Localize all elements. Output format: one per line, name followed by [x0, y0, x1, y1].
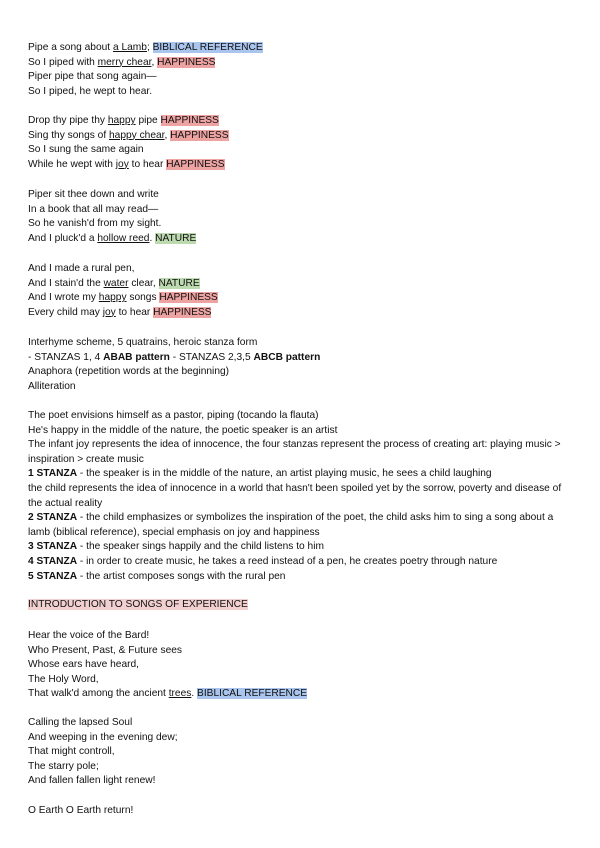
- line-text: And I wrote my: [28, 292, 99, 304]
- pattern-label: ABAB pattern: [103, 351, 170, 363]
- poem-line: And weeping in the evening dew;: [28, 731, 178, 743]
- biblical-reference-tag: BIBLICAL REFERENCE: [197, 688, 308, 700]
- nature-tag: NATURE: [155, 232, 197, 244]
- note-line: Anaphora (repetition words at the beginning): [28, 366, 230, 378]
- happiness-tag: HAPPINESS: [157, 56, 216, 68]
- stanza-note-5: [28, 570, 576, 585]
- experience-stanza-1: [28, 629, 576, 702]
- line-text: clear,: [128, 277, 159, 289]
- underlined-word: joy: [115, 158, 129, 170]
- innocence-stanza-2: [28, 114, 576, 172]
- experience-stanza-2: [28, 716, 576, 789]
- stanza-note-text: - the artist composes songs with the rural pen: [77, 570, 286, 582]
- note-line: [28, 351, 576, 366]
- line-text: ;: [146, 42, 153, 53]
- happiness-tag: HAPPINESS: [166, 158, 225, 170]
- poem-line: O Earth O Earth return!: [28, 805, 134, 816]
- stanza-label: 3 STANZA: [28, 541, 78, 553]
- poem-line: Hear the voice of the Bard!: [28, 630, 150, 641]
- innocence-stanza-1: [28, 41, 576, 99]
- poem-line: [28, 277, 576, 292]
- innocence-stanza-3: [28, 188, 576, 246]
- pattern-label: ABCB pattern: [253, 351, 321, 363]
- analysis-line: The poet envisions himself as a pastor, piping (tocando la flauta): [28, 410, 319, 421]
- poem-line: In a book that all may read—: [28, 203, 159, 215]
- happiness-tag: HAPPINESS: [160, 115, 219, 126]
- poem-line: [28, 114, 576, 129]
- line-text: And I stain'd the: [28, 277, 104, 289]
- poem-line: So he vanish'd from my sight.: [28, 218, 162, 230]
- happiness-tag: HAPPINESS: [153, 306, 212, 318]
- line-text: to hear: [128, 158, 167, 170]
- poem-line: [28, 129, 576, 144]
- innocence-stanza-4: [28, 262, 576, 320]
- underlined-word: joy: [102, 306, 116, 318]
- poem-line: [28, 158, 576, 173]
- line-text: While he wept with: [28, 158, 116, 170]
- note-line: Alliteration: [28, 380, 76, 392]
- underlined-word: a Lamb: [112, 42, 147, 53]
- poem-line: The Holy Word,: [28, 673, 99, 685]
- underlined-word: happy chear: [108, 129, 165, 141]
- stanza-label: 2 STANZA: [28, 512, 78, 524]
- stanza-label: 4 STANZA: [28, 555, 78, 567]
- poem-line: Who Present, Past, & Future sees: [28, 644, 183, 656]
- stanza-note-text: - the child emphasizes or symbolizes the inspiration of the poet, the child asks him to sing a song about a lamb (biblical reference), special emphasis on joy and happiness: [28, 512, 554, 538]
- poem-line: [28, 41, 576, 56]
- poem-line: So I sung the same again: [28, 144, 144, 156]
- note-line: Interhyme scheme, 5 quatrains, heroic stanza form: [28, 337, 258, 348]
- stanza-note-text: - the speaker sings happily and the child listens to him: [77, 541, 324, 553]
- stanza-note-1: [28, 467, 576, 482]
- happiness-tag: HAPPINESS: [170, 129, 229, 141]
- line-text: ,: [151, 56, 158, 68]
- nature-tag: NATURE: [158, 277, 200, 289]
- heading-line: [28, 598, 576, 613]
- poem-line: The starry pole;: [28, 760, 99, 772]
- line-text: .: [191, 688, 198, 700]
- note-text: - STANZAS 2,3,5: [169, 351, 254, 363]
- analysis-paragraph: the child represents the idea of innocence in a world that hasn't been spoiled yet by the sorrow, poverty and disease of the actual reality: [28, 482, 562, 509]
- line-text: Drop thy pipe thy: [28, 115, 108, 126]
- poem-line: Piper pipe that song again—: [28, 71, 157, 83]
- analysis-line: He's happy in the middle of the nature, the poetic speaker is an artist: [28, 424, 338, 436]
- line-text: Sing thy songs of: [28, 129, 109, 141]
- happiness-tag: HAPPINESS: [159, 292, 218, 304]
- line-text: to hear: [115, 306, 154, 318]
- stanza-note-text: - the speaker is in the middle of the nature, an artist playing music, he sees a child laughing: [77, 468, 492, 480]
- underlined-word: trees: [168, 688, 192, 700]
- experience-heading: INTRODUCTION TO SONGS OF EXPERIENCE: [28, 599, 248, 610]
- experience-stanza-3: [28, 804, 576, 819]
- line-text: That walk'd among the ancient: [28, 688, 169, 700]
- biblical-reference-tag: BIBLICAL REFERENCE: [152, 42, 263, 53]
- poem-line: That might controll,: [28, 746, 115, 758]
- line-text: And I pluck'd a: [28, 232, 98, 244]
- stanza-label: 5 STANZA: [28, 570, 78, 582]
- stanza-note-4: [28, 555, 576, 570]
- underlined-word: hollow reed: [97, 232, 150, 244]
- poem-line: [28, 687, 576, 702]
- poem-line: So I piped, he wept to hear.: [28, 85, 153, 97]
- analysis-notes: [28, 409, 576, 584]
- underlined-word: water: [103, 277, 129, 289]
- underlined-word: merry chear: [97, 56, 152, 68]
- poem-line: [28, 306, 576, 321]
- underlined-word: happy: [107, 115, 136, 126]
- line-text: Pipe a song about: [28, 42, 113, 53]
- line-text: Every child may: [28, 306, 103, 318]
- line-text: pipe: [135, 115, 161, 126]
- line-text: songs: [126, 292, 160, 304]
- note-text: - STANZAS 1, 4: [28, 351, 104, 363]
- poem-line: [28, 232, 576, 247]
- poem-line: Whose ears have heard,: [28, 659, 139, 671]
- stanza-label: 1 STANZA: [28, 468, 78, 480]
- poem-line: [28, 56, 576, 71]
- poem-line: Calling the lapsed Soul: [28, 717, 133, 728]
- line-text: ,: [164, 129, 171, 141]
- line-text: .: [149, 232, 156, 244]
- underlined-word: happy: [98, 292, 127, 304]
- poem-line: And fallen fallen light renew!: [28, 775, 156, 787]
- poem-line: And I made a rural pen,: [28, 263, 135, 274]
- stanza-note-2: [28, 511, 576, 540]
- poem-line: Piper sit thee down and write: [28, 189, 159, 200]
- poem-line: [28, 291, 576, 306]
- poem-form-notes: [28, 336, 576, 394]
- stanza-note-3: [28, 540, 576, 555]
- stanza-note-text: - in order to create music, he takes a reed instead of a pen, he creates poetry through nature: [77, 555, 498, 567]
- analysis-paragraph: The infant joy represents the idea of innocence, the four stanzas represent the process of creating art: playing music > inspiration > create music: [28, 439, 561, 465]
- section-heading: [28, 598, 576, 613]
- line-text: So I piped with: [28, 56, 98, 68]
